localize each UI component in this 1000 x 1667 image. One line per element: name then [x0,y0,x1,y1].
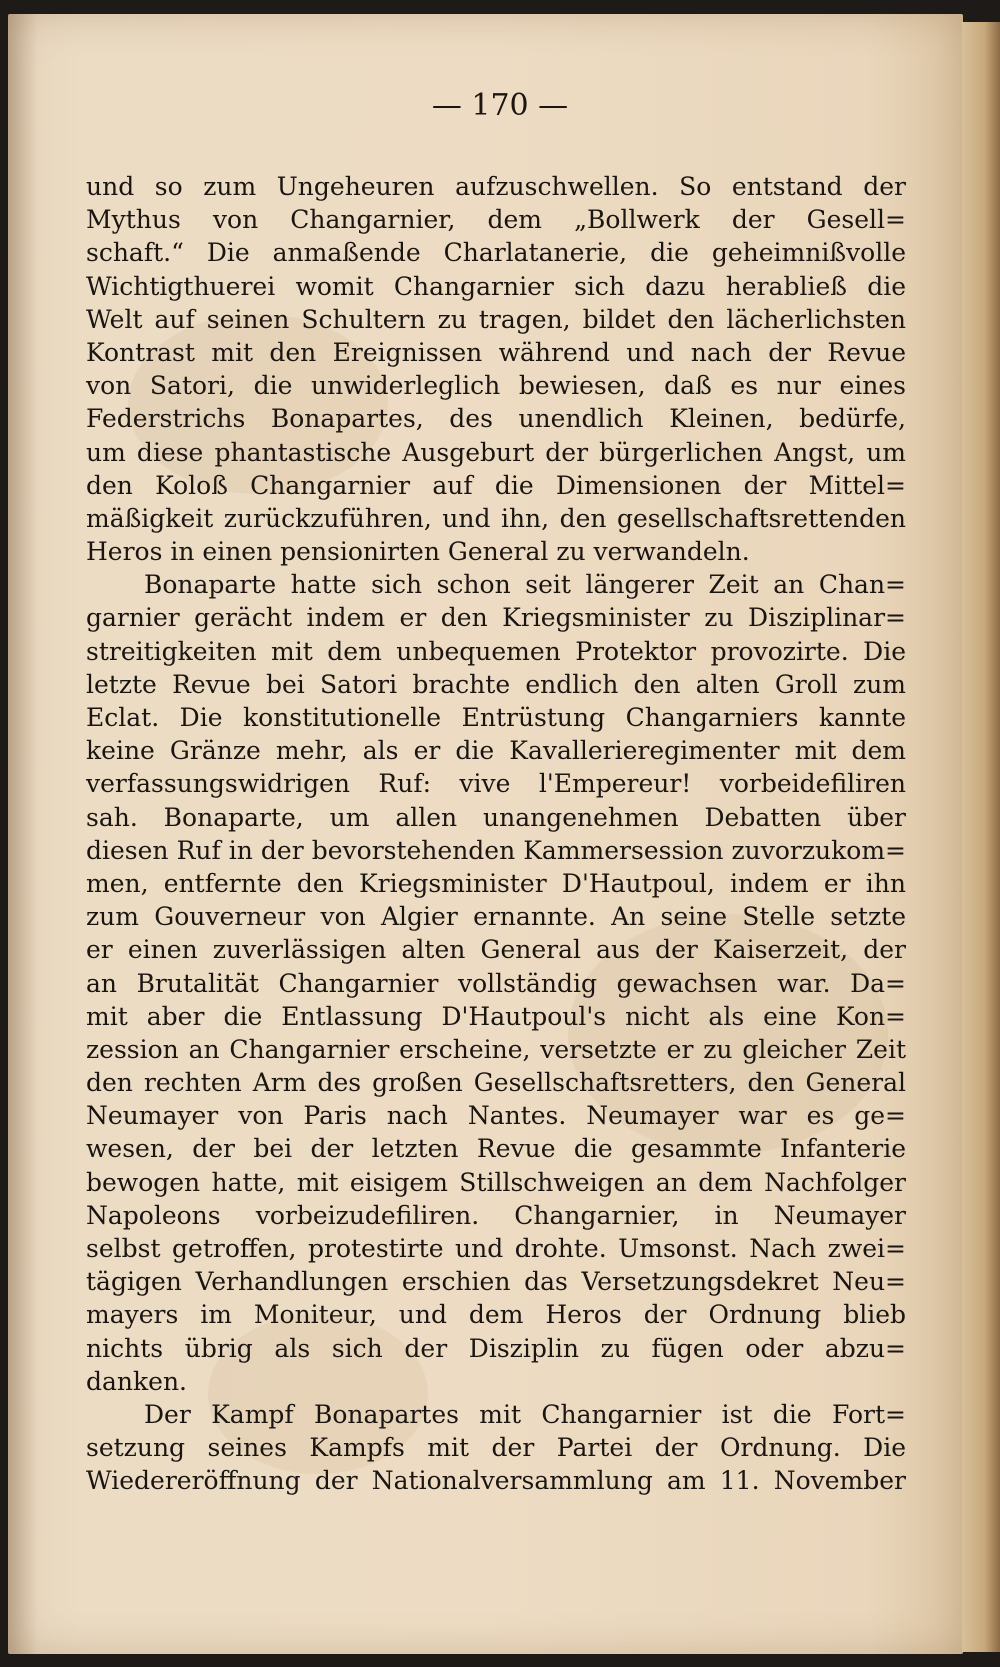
text-line: Mythus von Changarnier, dem „Bollwerk der Gesell= [86,205,906,235]
gutter-shadow [8,14,38,1654]
text-line: er einen zuverlässigen alten General aus der Kaiserzeit, der [86,935,906,965]
text-line: keine Gränze mehr, als er die Kavallerieregimenter mit dem [86,736,906,766]
text-line: Kontrast mit den Ereignissen während und nach der Revue [86,337,906,367]
text-line: garnier gerächt indem er den Kriegsminister zu Disziplinar= [86,603,906,633]
text-line: streitigkeiten mit dem unbequemen Protektor provozirte. Die [86,636,906,666]
text-line: setzung seines Kampfs mit der Partei der Ordnung. Die [86,1433,906,1463]
text-line: danken. [86,1366,188,1396]
text-line: den Koloß Changarnier auf die Dimensionen der Mittel= [86,470,906,500]
page-number-header: — 170 — [431,88,569,123]
text-line: Bonaparte hatte sich schon seit längerer Zeit an Chan= [144,570,906,600]
paragraph-2 [86,568,906,1398]
text-line: und so zum Ungeheuren aufzuschwellen. So entstand der [86,172,906,201]
text-line: wesen, der bei der letzten Revue die gesammte Infanterie [86,1134,906,1164]
text-line: den rechten Arm des großen Gesellschaftsretters, den General [86,1068,906,1098]
text-line: Federstrichs Bonapartes, des unendlich Kleinen, bedürfe, [86,404,906,434]
text-line: selbst getroffen, protestirte und drohte. Umsonst. Nach zwei= [86,1234,906,1263]
text-line: bewogen hatte, mit eisigem Stillschweigen an dem Nachfolger [86,1167,906,1197]
text-line: men, entfernte den Kriegsminister D'Hautpoul, indem er ihn [86,868,906,898]
text-line: Wiedereröffnung der Nationalversammlung am 11. November [86,1466,906,1496]
text-line: Napoleons vorbeizudefiliren. Changarnier, in Neumayer [86,1200,906,1230]
text-line: mayers im Moniteur, und dem Heros der Ordnung blieb [86,1300,906,1330]
text-line: schaft.“ Die anmaßende Charlatanerie, die geheimnißvolle [86,238,906,268]
text-line: Der Kampf Bonapartes mit Changarnier ist die Fort= [144,1399,906,1429]
text-line: Heros in einen pensionirten General zu verwandeln. [86,537,750,567]
text-line: mit aber die Entlassung D'Hautpoul's nicht als eine Kon= [86,1001,906,1031]
text-line: diesen Ruf in der bevorstehenden Kammersession zuvorzukom= [86,835,906,865]
paragraph-1 [86,170,906,568]
text-line: Eclat. Die konstitutionelle Entrüstung Changarniers kannte [86,703,906,732]
text-line: Welt auf seinen Schultern zu tragen, bildet den lächerlichsten [86,304,906,334]
text-line: letzte Revue bei Satori brachte endlich den alten Groll zum [86,669,906,699]
text-line: tägigen Verhandlungen erschien das Versetzungsdekret Neu= [86,1267,906,1297]
text-line: an Brutalität Changarnier vollständig gewachsen war. Da= [86,968,906,998]
text-line: mäßigkeit zurückzuführen, und ihn, den gesellschaftsrettenden [86,503,906,533]
paragraph-3 [86,1398,906,1498]
text-line: Neumayer von Paris nach Nantes. Neumayer war es ge= [86,1101,906,1131]
text-line: sah. Bonaparte, um allen unangenehmen Debatten über [86,802,906,832]
text-line: Wichtigthuerei womit Changarnier sich dazu herabließ die [86,271,906,301]
page-edge [962,22,1000,1652]
text-line: verfassungswidrigen Ruf: vive l'Empereur! vorbeidefiliren [86,769,906,799]
text-line: von Satori, die unwiderleglich bewiesen, daß es nur eines [86,371,906,401]
text-line: zum Gouverneur von Algier ernannte. An seine Stelle setzte [86,902,906,932]
text-line: zession an Changarnier erscheine, versetzte er zu gleicher Zeit [86,1034,906,1064]
text-line: um diese phantastische Ausgeburt der bürgerlichen Angst, um [86,437,906,467]
body-text [86,170,906,1498]
text-line: nichts übrig als sich der Disziplin zu fügen oder abzu= [86,1333,906,1363]
